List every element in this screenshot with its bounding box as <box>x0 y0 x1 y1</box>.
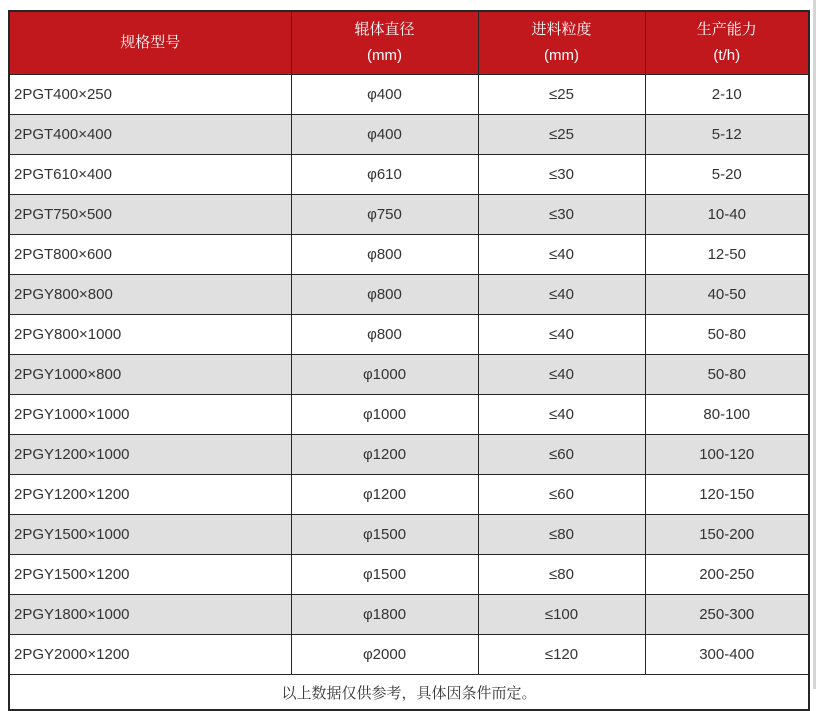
cell-roller-diameter: φ400 <box>291 75 478 115</box>
header-cell-roller-diameter <box>291 11 478 75</box>
cell-model: 2PGY1000×1000 <box>9 395 291 435</box>
table-row <box>9 475 809 515</box>
cell-capacity: 40-50 <box>645 275 809 315</box>
spec-table <box>8 10 810 711</box>
table-row <box>9 515 809 555</box>
table-row <box>9 275 809 315</box>
cell-model: 2PGY800×1000 <box>9 315 291 355</box>
cell-model: 2PGT800×600 <box>9 235 291 275</box>
cell-feed-size: ≤40 <box>478 275 645 315</box>
cell-capacity: 200-250 <box>645 555 809 595</box>
cell-feed-size: ≤40 <box>478 235 645 275</box>
table-row <box>9 395 809 435</box>
table-row <box>9 195 809 235</box>
cell-model: 2PGY1500×1000 <box>9 515 291 555</box>
cell-model: 2PGY800×800 <box>9 275 291 315</box>
table-row <box>9 355 809 395</box>
cell-capacity: 5-12 <box>645 115 809 155</box>
table-row <box>9 595 809 635</box>
table-footer-row <box>9 675 809 711</box>
header-roller-diameter-label: 辊体直径 <box>354 21 415 38</box>
cell-feed-size: ≤40 <box>478 395 645 435</box>
cell-roller-diameter: φ800 <box>291 235 478 275</box>
cell-capacity: 300-400 <box>645 635 809 675</box>
cell-feed-size: ≤100 <box>478 595 645 635</box>
cell-model: 2PGT400×400 <box>9 115 291 155</box>
cell-feed-size: ≤40 <box>478 315 645 355</box>
cell-roller-diameter: φ1000 <box>291 395 478 435</box>
table-row <box>9 155 809 195</box>
cell-model: 2PGY1500×1200 <box>9 555 291 595</box>
cell-model: 2PGY1200×1200 <box>9 475 291 515</box>
cell-model: 2PGY1000×800 <box>9 355 291 395</box>
cell-capacity: 10-40 <box>645 195 809 235</box>
cell-roller-diameter: φ400 <box>291 115 478 155</box>
cell-roller-diameter: φ1800 <box>291 595 478 635</box>
cell-roller-diameter: φ1000 <box>291 355 478 395</box>
cell-capacity: 50-80 <box>645 355 809 395</box>
cell-feed-size: ≤30 <box>478 155 645 195</box>
cell-capacity: 2-10 <box>645 75 809 115</box>
table-footer-note: 以上数据仅供参考，具体因条件而定。 <box>9 675 809 711</box>
header-cell-model <box>9 11 291 75</box>
cell-capacity: 5-20 <box>645 155 809 195</box>
cell-model: 2PGT750×500 <box>9 195 291 235</box>
cell-capacity: 12-50 <box>645 235 809 275</box>
cell-model: 2PGT610×400 <box>9 155 291 195</box>
cell-feed-size: ≤25 <box>478 75 645 115</box>
cell-feed-size: ≤25 <box>478 115 645 155</box>
header-cell-capacity <box>645 11 809 75</box>
cell-roller-diameter: φ1500 <box>291 515 478 555</box>
table-header-row <box>9 11 809 75</box>
cell-feed-size: ≤30 <box>478 195 645 235</box>
table-body <box>9 75 809 675</box>
header-cell-feed-size <box>478 11 645 75</box>
cell-roller-diameter: φ1200 <box>291 475 478 515</box>
table-row <box>9 75 809 115</box>
header-capacity-unit: (t/h) <box>713 47 741 64</box>
header-capacity-label: 生产能力 <box>696 21 757 38</box>
cell-model: 2PGY2000×1200 <box>9 635 291 675</box>
cell-capacity: 120-150 <box>645 475 809 515</box>
header-roller-diameter-unit: (mm) <box>367 47 402 64</box>
cell-model: 2PGY1800×1000 <box>9 595 291 635</box>
cell-capacity: 150-200 <box>645 515 809 555</box>
table-row <box>9 635 809 675</box>
cell-roller-diameter: φ800 <box>291 275 478 315</box>
table-row <box>9 555 809 595</box>
table-row <box>9 315 809 355</box>
header-feed-size-label: 进料粒度 <box>531 21 592 38</box>
cell-feed-size: ≤60 <box>478 475 645 515</box>
cell-model: 2PGT400×250 <box>9 75 291 115</box>
cell-feed-size: ≤80 <box>478 555 645 595</box>
header-model-label: 规格型号 <box>120 34 181 51</box>
cell-roller-diameter: φ1200 <box>291 435 478 475</box>
header-feed-size-unit: (mm) <box>544 47 579 64</box>
cell-feed-size: ≤80 <box>478 515 645 555</box>
cell-feed-size: ≤40 <box>478 355 645 395</box>
cell-capacity: 250-300 <box>645 595 809 635</box>
cell-feed-size: ≤120 <box>478 635 645 675</box>
cell-capacity: 50-80 <box>645 315 809 355</box>
cell-roller-diameter: φ610 <box>291 155 478 195</box>
cell-roller-diameter: φ1500 <box>291 555 478 595</box>
cell-model: 2PGY1200×1000 <box>9 435 291 475</box>
table-row <box>9 235 809 275</box>
cell-capacity: 80-100 <box>645 395 809 435</box>
cell-capacity: 100-120 <box>645 435 809 475</box>
cell-roller-diameter: φ800 <box>291 315 478 355</box>
cell-roller-diameter: φ750 <box>291 195 478 235</box>
table-row <box>9 115 809 155</box>
table-row <box>9 435 809 475</box>
cell-roller-diameter: φ2000 <box>291 635 478 675</box>
cell-feed-size: ≤60 <box>478 435 645 475</box>
